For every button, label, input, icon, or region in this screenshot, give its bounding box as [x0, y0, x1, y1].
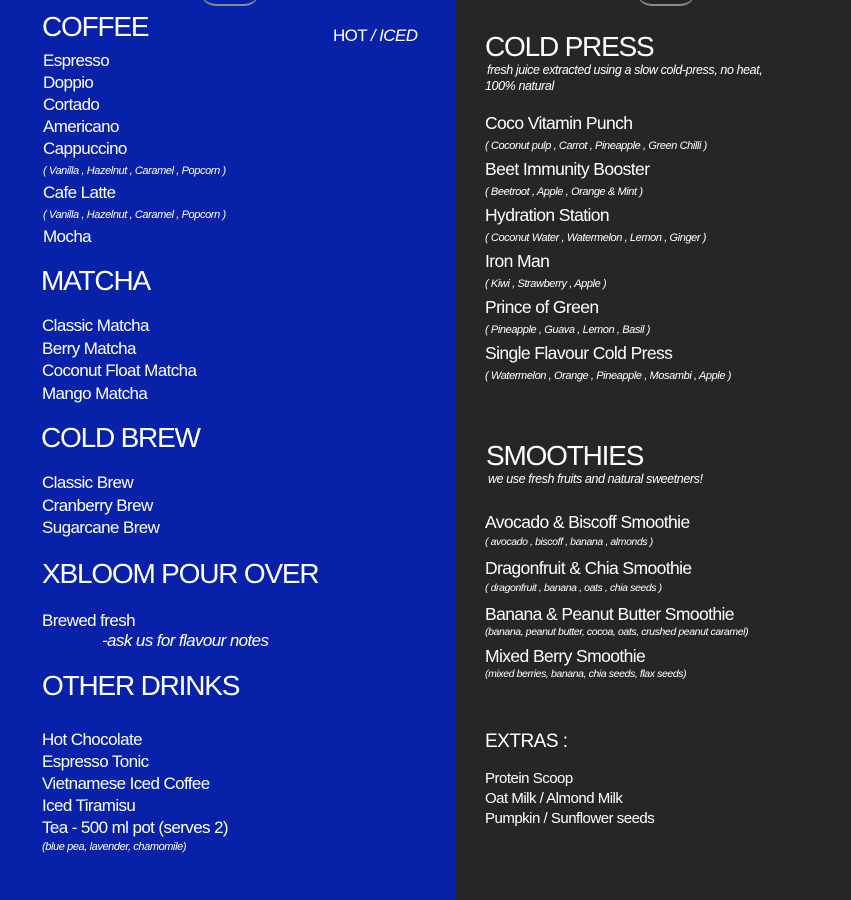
juice-ingredients: ( Kiwi , Strawberry , Apple ): [485, 278, 607, 290]
other-drinks-items: [42, 729, 456, 855]
smoothie-ingredients: ( avocado , biscoff , banana , almonds ): [485, 536, 653, 548]
extras-heading: EXTRAS :: [485, 731, 568, 752]
matcha-items: [42, 315, 456, 405]
juice-ingredients: ( Pineapple , Guava , Lemon , Basil ): [485, 324, 650, 336]
smoothie-ingredients: (mixed berries, banana, chia seeds, flax seeds): [485, 668, 687, 680]
juice-ingredients: ( Coconut pulp , Carrot , Pineapple , Green Chilli ): [485, 140, 707, 152]
extra-item: Oat Milk / Almond Milk: [485, 790, 623, 807]
iced-label: ICED: [379, 26, 418, 45]
smoothie-ingredients: (banana, peanut butter, cocoa, oats, crushed peanut caramel): [485, 626, 749, 638]
smoothie-name: Dragonfruit & Chia Smoothie: [485, 558, 692, 578]
coffee-section: [42, 12, 456, 42]
smoothie-ingredients: ( dragonfruit , banana , oats , chia seeds ): [485, 582, 662, 594]
menu-item: Mocha: [43, 227, 92, 246]
menu-item: Tea - 500 ml pot (serves 2): [42, 818, 228, 837]
extras-section: [485, 731, 851, 753]
latte-flavours: ( Vanilla , Hazelnut , Caramel , Popcorn ): [43, 209, 226, 221]
coffee-items: [43, 50, 456, 248]
juice-ingredients: ( Beetroot , Apple , Orange & Mint ): [485, 186, 643, 198]
slash-separator: /: [370, 26, 376, 45]
top-decoration: [200, 0, 260, 6]
menu-item: Berry Matcha: [42, 338, 136, 358]
pour-over-section: [42, 559, 456, 589]
juices-menu-panel: [456, 0, 851, 900]
menu-item: Classic Brew: [42, 473, 134, 492]
cold-press-tagline: fresh juice extracted using a slow cold-press, no heat,: [487, 63, 763, 77]
menu-item: Cafe Latte: [43, 183, 116, 202]
cold-press-section: [485, 32, 851, 94]
menu-item: Sugarcane Brew: [42, 518, 160, 537]
menu-item: Cappuccino: [43, 139, 127, 158]
cold-brew-section: [41, 423, 456, 453]
menu-item: Vietnamese Iced Coffee: [42, 774, 210, 793]
smoothie-name: Avocado & Biscoff Smoothie: [485, 512, 690, 532]
menu-item: Brewed fresh: [42, 611, 135, 630]
menu-item: Espresso: [43, 51, 110, 70]
cappuccino-flavours: ( Vanilla , Hazelnut , Caramel , Popcorn ): [43, 165, 226, 177]
smoothies-tagline: we use fresh fruits and natural sweetners!: [488, 472, 703, 486]
extra-item: Protein Scoop: [485, 770, 573, 787]
menu-item: Classic Matcha: [42, 316, 149, 335]
pour-over-items: [42, 610, 456, 650]
top-decoration: [636, 0, 696, 6]
menu-item: Doppio: [43, 73, 94, 92]
flavour-notes-note: -ask us for flavour notes: [102, 631, 269, 650]
smoothie-name: Banana & Peanut Butter Smoothie: [485, 604, 734, 624]
menu-item: Cortado: [43, 95, 100, 114]
juice-name: Prince of Green: [485, 297, 599, 317]
juice-name: Iron Man: [485, 251, 550, 271]
other-drinks-section: [42, 671, 456, 701]
menu-item: Americano: [43, 117, 119, 136]
extra-item: Pumpkin / Sunflower seeds: [485, 810, 655, 827]
cold-press-tagline: 100% natural: [485, 79, 554, 93]
cold-press-heading: COLD PRESS: [485, 31, 654, 62]
matcha-section: [41, 266, 456, 296]
other-drinks-heading: OTHER DRINKS: [42, 670, 240, 701]
menu-item: Mango Matcha: [42, 383, 148, 403]
smoothies-section: [486, 441, 851, 487]
juice-name: Coco Vitamin Punch: [485, 113, 633, 133]
juice-ingredients: ( Watermelon , Orange , Pineapple , Mosambi , Apple ): [485, 370, 731, 382]
menu-item: Iced Tiramisu: [42, 796, 136, 815]
smoothies-items: [485, 511, 851, 681]
menu-item: Cranberry Brew: [42, 495, 153, 515]
menu-item: Espresso Tonic: [42, 752, 149, 771]
cold-press-items: [485, 111, 851, 387]
juice-name: Beet Immunity Booster: [485, 159, 650, 179]
menu-item: Hot Chocolate: [42, 730, 142, 749]
hot-label: HOT: [333, 26, 367, 45]
menu-item: Coconut Float Matcha: [42, 361, 197, 380]
juice-name: Hydration Station: [485, 205, 610, 225]
cold-brew-items: [42, 472, 456, 540]
smoothies-heading: SMOOTHIES: [486, 440, 644, 471]
coffee-heading: COFFEE: [42, 11, 149, 42]
pour-over-heading: XBLOOM POUR OVER: [42, 558, 319, 589]
juice-ingredients: ( Coconut Water , Watermelon , Lemon , Ginger ): [485, 232, 707, 244]
juice-name: Single Flavour Cold Press: [485, 343, 673, 363]
matcha-heading: MATCHA: [41, 265, 150, 296]
cold-brew-heading: COLD BREW: [41, 422, 200, 453]
tea-note: (blue pea, lavender, chamomile): [42, 841, 187, 853]
extras-items: [485, 769, 851, 829]
smoothie-name: Mixed Berry Smoothie: [485, 646, 646, 666]
